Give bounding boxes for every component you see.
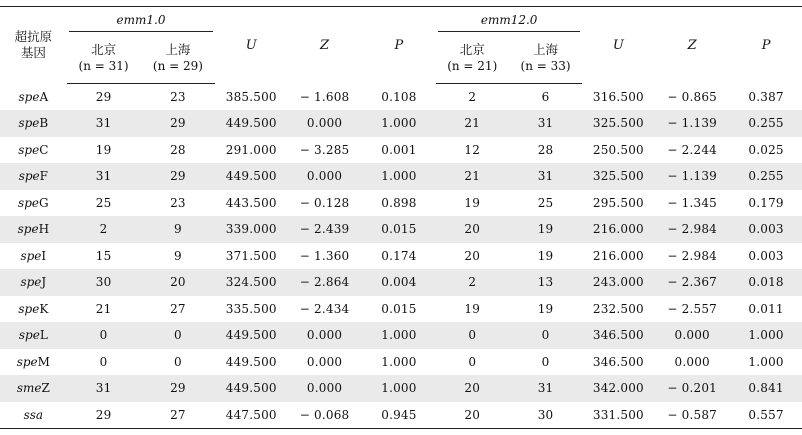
cell-z2: − 0.587 bbox=[654, 402, 730, 429]
cell-b2: 12 bbox=[464, 142, 481, 157]
header-shanghai-1-city: 上海 bbox=[165, 41, 191, 57]
cell-s1: 27 bbox=[140, 402, 215, 429]
cell-u2: 232.500 bbox=[592, 301, 644, 316]
gene-prefix: spe bbox=[20, 248, 42, 263]
cell-b1: 0 bbox=[67, 322, 141, 349]
cell-b1: 29 bbox=[67, 402, 141, 429]
cell-b2: 2 bbox=[436, 269, 509, 296]
table-row bbox=[0, 243, 802, 270]
table-row bbox=[0, 375, 802, 402]
gene-suffix: L bbox=[39, 328, 48, 343]
table-row bbox=[0, 322, 802, 349]
table-row bbox=[0, 84, 802, 111]
header-beijing-2-n: (n = 21) bbox=[447, 58, 498, 73]
table-row bbox=[0, 110, 802, 137]
cell-s1: 9 bbox=[140, 216, 215, 243]
gene-suffix: C bbox=[39, 142, 49, 157]
cell-s2: 6 bbox=[541, 90, 550, 104]
cell-s1: 23 bbox=[170, 195, 186, 210]
cell-z2: 0.000 bbox=[674, 354, 710, 369]
cell-p2: 0.841 bbox=[730, 375, 802, 402]
cell-p2: 0.018 bbox=[730, 269, 802, 296]
table-header bbox=[0, 7, 802, 84]
cell-z1: − 2.439 bbox=[287, 216, 362, 243]
cell-b2: 21 bbox=[436, 110, 509, 137]
table-row bbox=[0, 137, 802, 164]
cell-z1: 0.000 bbox=[306, 354, 343, 369]
cell-p2: 1.000 bbox=[748, 354, 784, 369]
cell-s2: 0 bbox=[541, 354, 550, 369]
gene-cell bbox=[0, 322, 67, 349]
cell-p1: 1.000 bbox=[381, 354, 417, 369]
cell-u2: 250.500 bbox=[592, 142, 644, 157]
cell-u1: 335.500 bbox=[225, 301, 277, 316]
gene-cell bbox=[0, 216, 67, 243]
header-p-2: P bbox=[730, 7, 802, 84]
cell-s2: 13 bbox=[509, 269, 583, 296]
cell-u2: 325.500 bbox=[582, 163, 654, 190]
table-row bbox=[0, 163, 802, 190]
gene-prefix: spe bbox=[16, 354, 38, 369]
cell-p1: 0.898 bbox=[381, 195, 417, 210]
gene-prefix: sme bbox=[16, 381, 42, 396]
cell-s2: 19 bbox=[537, 248, 554, 263]
cell-s2: 30 bbox=[509, 402, 583, 429]
cell-s2: 19 bbox=[509, 216, 583, 243]
header-beijing-1-n: (n = 31) bbox=[78, 58, 129, 73]
cell-b1: 31 bbox=[67, 375, 141, 402]
gene-prefix: spe bbox=[18, 195, 39, 210]
cell-s1: 9 bbox=[174, 248, 182, 263]
cell-p2: 0.179 bbox=[748, 195, 784, 210]
cell-s1: 29 bbox=[140, 375, 215, 402]
cell-u2: 243.000 bbox=[582, 269, 654, 296]
table-row bbox=[0, 216, 802, 243]
cell-b1: 15 bbox=[95, 248, 112, 263]
cell-u1: 291.000 bbox=[225, 142, 277, 157]
cell-b1: 30 bbox=[67, 269, 141, 296]
cell-p2: 0.557 bbox=[730, 402, 802, 429]
cell-s2: 31 bbox=[509, 110, 583, 137]
cell-u2: 342.000 bbox=[582, 375, 654, 402]
cell-u1: 449.500 bbox=[215, 375, 287, 402]
header-beijing-2-city: 北京 bbox=[459, 41, 485, 57]
gene-suffix: K bbox=[39, 301, 49, 316]
cell-b1: 0 bbox=[99, 354, 108, 369]
gene-suffix: Z bbox=[41, 381, 50, 396]
header-beijing-1 bbox=[67, 32, 141, 84]
cell-b1: 19 bbox=[95, 142, 112, 157]
cell-s1: 0 bbox=[140, 322, 215, 349]
cell-p2: 0.255 bbox=[730, 163, 802, 190]
cell-s1: 29 bbox=[140, 110, 215, 137]
gene-cell bbox=[0, 243, 67, 270]
cell-b2: 20 bbox=[436, 402, 509, 429]
cell-z1: − 2.864 bbox=[287, 269, 362, 296]
cell-z1: − 0.128 bbox=[299, 195, 350, 210]
cell-z2: − 0.201 bbox=[654, 375, 730, 402]
header-u-1: U bbox=[215, 7, 287, 84]
cell-s1: 23 bbox=[170, 90, 186, 104]
header-gene bbox=[0, 7, 67, 84]
cell-p2: 0.003 bbox=[748, 248, 784, 263]
cell-u1: 449.500 bbox=[215, 163, 287, 190]
cell-b1: 31 bbox=[67, 163, 141, 190]
cell-p1: 1.000 bbox=[362, 375, 436, 402]
cell-z2: − 2.557 bbox=[667, 301, 718, 316]
header-z-1: Z bbox=[287, 7, 362, 84]
cell-b2: 0 bbox=[436, 322, 509, 349]
table-body bbox=[0, 84, 802, 429]
cell-u2: 325.500 bbox=[582, 110, 654, 137]
header-shanghai-1 bbox=[140, 32, 215, 84]
cell-u2: 295.500 bbox=[592, 195, 644, 210]
table-row bbox=[0, 190, 802, 217]
cell-z2: − 1.139 bbox=[654, 163, 730, 190]
header-shanghai-2 bbox=[509, 32, 583, 84]
cell-u1: 385.500 bbox=[225, 89, 277, 104]
cell-z1: − 2.434 bbox=[299, 301, 350, 316]
cell-z1: 0.000 bbox=[287, 322, 362, 349]
table-row bbox=[0, 269, 802, 296]
cell-z2: − 2.984 bbox=[667, 248, 718, 263]
cell-z2: 0.000 bbox=[654, 322, 730, 349]
cell-z1: − 3.285 bbox=[299, 142, 350, 157]
cell-p1: 0.004 bbox=[362, 269, 436, 296]
cell-s1: 28 bbox=[170, 142, 186, 157]
header-p-1: P bbox=[362, 7, 436, 84]
gene-prefix: spe bbox=[18, 142, 40, 157]
gene-prefix: spe bbox=[18, 169, 40, 184]
gene-suffix: A bbox=[39, 89, 49, 104]
gene-cell bbox=[0, 190, 67, 217]
gene-suffix: J bbox=[41, 275, 47, 290]
cell-s1: 0 bbox=[174, 354, 182, 369]
gene-suffix: F bbox=[39, 169, 48, 184]
cell-p2: 0.025 bbox=[748, 142, 784, 157]
cell-u2: 346.500 bbox=[592, 354, 644, 369]
cell-p1: 0.108 bbox=[381, 89, 417, 104]
cell-u1: 339.000 bbox=[215, 216, 287, 243]
header-group-emm1 bbox=[67, 7, 216, 33]
gene-prefix: spe bbox=[20, 275, 42, 290]
cell-s2: 31 bbox=[509, 163, 583, 190]
cell-z1: − 0.068 bbox=[287, 402, 362, 429]
table-row bbox=[0, 402, 802, 429]
cell-u1: 371.500 bbox=[225, 248, 277, 263]
cell-p2: 0.003 bbox=[730, 216, 802, 243]
gene-prefix: spe bbox=[18, 301, 40, 316]
header-shanghai-2-city: 上海 bbox=[533, 41, 559, 57]
cell-s1: 27 bbox=[170, 301, 186, 316]
cell-z2: − 1.139 bbox=[654, 110, 730, 137]
cell-p1: 0.001 bbox=[381, 142, 417, 157]
cell-z2: − 1.345 bbox=[667, 195, 718, 210]
cell-b2: 19 bbox=[464, 195, 481, 210]
cell-s2: 31 bbox=[509, 375, 583, 402]
header-beijing-1-city: 北京 bbox=[91, 41, 117, 57]
gene-cell bbox=[0, 349, 67, 376]
cell-p1: 0.015 bbox=[362, 216, 436, 243]
cell-z1: − 1.608 bbox=[299, 89, 350, 104]
cell-b2: 21 bbox=[436, 163, 509, 190]
header-gene-label: 超抗原 基因 bbox=[14, 29, 53, 61]
cell-b1: 21 bbox=[95, 301, 112, 316]
cell-s2: 25 bbox=[537, 195, 554, 210]
header-group-emm1-label: emm1.0 bbox=[116, 12, 166, 27]
cell-p2: 1.000 bbox=[730, 322, 802, 349]
cell-s1: 20 bbox=[140, 269, 215, 296]
cell-u2: 216.000 bbox=[582, 216, 654, 243]
cell-z2: − 2.984 bbox=[654, 216, 730, 243]
gene-suffix: G bbox=[39, 195, 49, 210]
cell-p1: 0.174 bbox=[381, 248, 417, 263]
header-shanghai-2-n: (n = 33) bbox=[520, 58, 571, 73]
cell-u1: 447.500 bbox=[215, 402, 287, 429]
header-shanghai-1-n: (n = 29) bbox=[152, 58, 203, 73]
cell-p1: 1.000 bbox=[362, 322, 436, 349]
gene-suffix: M bbox=[37, 354, 50, 369]
cell-b2: 2 bbox=[468, 90, 477, 104]
cell-s2: 28 bbox=[537, 142, 554, 157]
cell-b1: 2 bbox=[67, 216, 141, 243]
cell-z1: 0.000 bbox=[287, 163, 362, 190]
cell-u1: 449.500 bbox=[225, 354, 277, 369]
cell-z2: − 2.244 bbox=[667, 142, 718, 157]
cell-u2: 346.500 bbox=[582, 322, 654, 349]
cell-z2: − 2.367 bbox=[654, 269, 730, 296]
cell-s2: 0 bbox=[509, 322, 583, 349]
cell-p1: 0.945 bbox=[362, 402, 436, 429]
gene-cell bbox=[0, 402, 67, 429]
gene-suffix: I bbox=[41, 248, 47, 263]
gene-cell bbox=[0, 110, 67, 137]
cell-b1: 31 bbox=[67, 110, 141, 137]
cell-z1: − 1.360 bbox=[299, 248, 350, 263]
cell-b2: 19 bbox=[464, 301, 481, 316]
gene-cell bbox=[0, 137, 67, 164]
gene-cell bbox=[0, 296, 67, 323]
table-row bbox=[0, 349, 802, 376]
table-row bbox=[0, 296, 802, 323]
cell-p2: 0.255 bbox=[730, 110, 802, 137]
cell-s2: 19 bbox=[537, 301, 554, 316]
gene-cell bbox=[0, 269, 67, 296]
cell-u2: 331.500 bbox=[582, 402, 654, 429]
header-u-2: U bbox=[582, 7, 654, 84]
cell-s1: 29 bbox=[140, 163, 215, 190]
gene-cell bbox=[0, 375, 67, 402]
cell-z1: 0.000 bbox=[287, 375, 362, 402]
gene-suffix: B bbox=[39, 116, 49, 131]
cell-u2: 216.000 bbox=[592, 248, 644, 263]
header-group-emm12 bbox=[436, 7, 583, 33]
gene-prefix: spe bbox=[18, 328, 40, 343]
gene-prefix: spe bbox=[17, 222, 39, 237]
cell-p1: 1.000 bbox=[362, 163, 436, 190]
gene-cell bbox=[0, 84, 67, 111]
gene-prefix: spe bbox=[18, 116, 40, 131]
cell-u1: 449.500 bbox=[215, 322, 287, 349]
header-z-2: Z bbox=[654, 7, 730, 84]
cell-b2: 0 bbox=[468, 354, 477, 369]
cell-z2: − 0.865 bbox=[667, 89, 718, 104]
cell-p2: 0.011 bbox=[748, 301, 784, 316]
cell-p1: 1.000 bbox=[362, 110, 436, 137]
cell-b2: 20 bbox=[436, 375, 509, 402]
cell-u1: 324.500 bbox=[215, 269, 287, 296]
gene-cell bbox=[0, 163, 67, 190]
cell-u1: 443.500 bbox=[225, 195, 277, 210]
cell-u1: 449.500 bbox=[215, 110, 287, 137]
cell-b1: 25 bbox=[95, 195, 112, 210]
gene-prefix: spe bbox=[18, 89, 40, 104]
cell-p1: 0.015 bbox=[381, 301, 417, 316]
cell-b2: 20 bbox=[464, 248, 481, 263]
cell-b2: 20 bbox=[436, 216, 509, 243]
superantigen-comparison-table bbox=[0, 6, 802, 429]
gene-prefix: ssa bbox=[23, 407, 44, 422]
gene-suffix: H bbox=[38, 222, 50, 237]
cell-b1: 29 bbox=[95, 90, 112, 104]
header-beijing-2 bbox=[436, 32, 509, 84]
cell-p2: 0.387 bbox=[748, 89, 784, 104]
cell-z1: 0.000 bbox=[287, 110, 362, 137]
cell-u2: 316.500 bbox=[592, 89, 644, 104]
header-group-emm12-label: emm12.0 bbox=[480, 12, 538, 27]
